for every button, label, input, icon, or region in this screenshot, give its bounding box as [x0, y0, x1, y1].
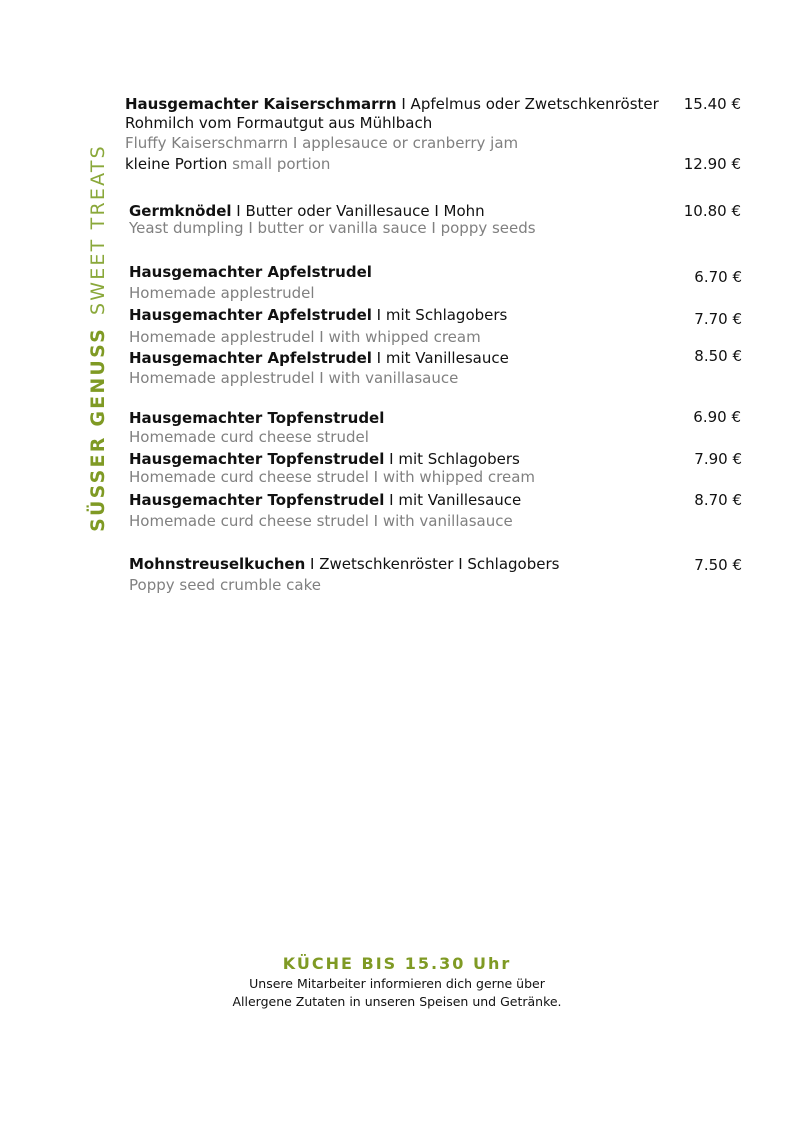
dish-description: I mit Schlagobers — [384, 450, 520, 468]
dish-english: Homemade curd cheese strudel I with whipped cream — [129, 468, 536, 486]
allergen-note-line1: Unsere Mitarbeiter informieren dich gerne über — [249, 976, 545, 991]
dish-english: Homemade curd cheese strudel I with vanillasauce — [129, 512, 513, 530]
price: 10.80 € — [683, 202, 741, 220]
menu-item-name — [129, 452, 520, 467]
price: 8.50 € — [694, 347, 742, 365]
dish-name: Hausgemachter Apfelstrudel — [129, 349, 372, 367]
menu-item-name — [125, 97, 659, 112]
dish-name: Germknödel — [129, 202, 232, 220]
dish-description: I Butter oder Vanillesauce I Mohn — [231, 202, 485, 220]
menu-item-name — [129, 351, 509, 366]
menu-item-name — [129, 204, 485, 219]
dish-english: Yeast dumpling I butter or vanilla sauce I poppy seeds — [129, 219, 536, 237]
price: 12.90 € — [683, 155, 741, 173]
allergen-note-line2: Allergene Zutaten in unseren Speisen und Getränke. — [232, 994, 562, 1009]
dish-english: Homemade applestrudel I with whipped cream — [129, 328, 481, 346]
section-title-vertical — [87, 144, 109, 532]
section-title-de: SÜSSER GENUSS — [87, 327, 109, 532]
small-portion-de: kleine Portion — [125, 155, 228, 173]
dish-name: Hausgemachter Topfenstrudel — [129, 409, 385, 427]
menu-item-name — [129, 308, 507, 323]
menu-item-name — [129, 411, 384, 426]
menu-item-name — [129, 493, 521, 508]
dish-name: Hausgemachter Topfenstrudel — [129, 491, 385, 509]
dish-name: Mohnstreuselkuchen — [129, 555, 306, 573]
section-title-en: SWEET TREATS — [87, 144, 109, 316]
price: 6.90 € — [693, 408, 741, 426]
price: 7.50 € — [694, 556, 742, 574]
small-portion-line — [125, 157, 330, 172]
dish-english: Homemade curd cheese strudel — [129, 428, 369, 446]
price: 6.70 € — [694, 268, 742, 286]
kitchen-hours-title: KÜCHE BIS 15.30 Uhr — [282, 954, 512, 973]
dish-name: Hausgemachter Apfelstrudel — [129, 263, 372, 281]
dish-name: Hausgemachter Topfenstrudel — [129, 450, 385, 468]
dish-english: Homemade applestrudel I with vanillasauce — [129, 369, 459, 387]
dish-description: I mit Vanillesauce — [384, 491, 522, 509]
dish-description: I Zwetschkenröster I Schlagobers — [305, 555, 560, 573]
small-portion-en: small portion — [227, 155, 331, 173]
dish-description-line2: Rohmilch vom Formautgut aus Mühlbach — [125, 114, 433, 132]
dish-english: Fluffy Kaiserschmarrn I applesauce or cranberry jam — [125, 134, 519, 152]
price: 8.70 € — [694, 491, 742, 509]
dish-english: Homemade applestrudel — [129, 284, 315, 302]
dish-description: I mit Vanillesauce — [371, 349, 509, 367]
price: 7.70 € — [694, 310, 742, 328]
dish-name: Hausgemachter Kaiserschmarrn — [125, 95, 397, 113]
menu-item-name — [129, 265, 372, 280]
dish-description: I mit Schlagobers — [371, 306, 508, 324]
dish-description: I Apfelmus oder Zwetschkenröster — [396, 95, 659, 113]
menu-item-name — [129, 557, 559, 572]
dish-name: Hausgemachter Apfelstrudel — [129, 306, 372, 324]
dish-english: Poppy seed crumble cake — [129, 576, 321, 594]
price: 15.40 € — [683, 95, 741, 113]
price: 7.90 € — [694, 450, 742, 468]
